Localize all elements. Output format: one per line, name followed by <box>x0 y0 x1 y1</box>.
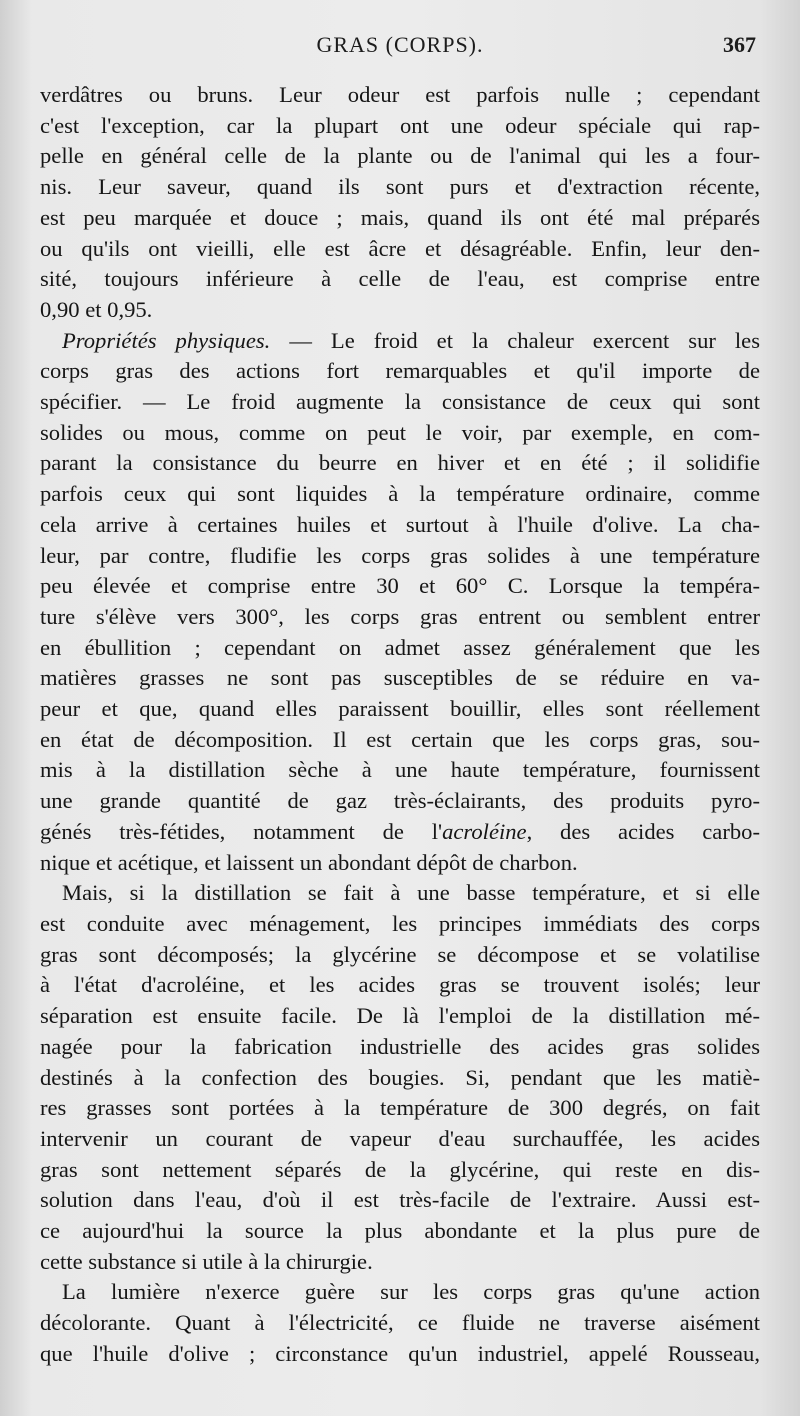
section-heading: Propriétés physiques. <box>62 327 271 353</box>
text-line: spécifier. — Le froid augmente la consistance de ceux qui sont <box>40 389 760 415</box>
text-line: ture s'élève vers 300°, les corps gras entrent ou semblent entrer <box>40 603 760 629</box>
text-line: ou qu'ils ont vieilli, elle est âcre et désagréable. Enfin, leur den- <box>40 235 760 261</box>
text-line: sité, toujours inférieure à celle de l'eau, est comprise entre <box>40 266 760 292</box>
text-line: matières grasses ne sont pas susceptibles de se réduire en va- <box>40 665 760 691</box>
text-line: que l'huile d'olive ; circonstance qu'un industriel, appelé Rousseau, <box>40 1340 760 1366</box>
paragraph-1 <box>40 80 760 326</box>
text-line: peu élevée et comprise entre 30 et 60° C. Lorsque la tempéra- <box>40 573 760 599</box>
text-line: à l'état d'acroléine, et les acides gras se trouvent isolés; leur <box>40 972 760 998</box>
text-line: La lumière n'exerce guère sur les corps gras qu'une action <box>62 1279 760 1305</box>
text-line: destinés à la confection des bougies. Si, pendant que les matiè- <box>40 1064 760 1090</box>
text-line: en ébullition ; cependant on admet assez généralement que les <box>40 634 760 660</box>
text-line: corps gras des actions fort remarquables et qu'il importe de <box>40 358 760 384</box>
paragraph-2 <box>40 326 760 879</box>
text-line: parant la consistance du beurre en hiver et en été ; il solidifie <box>40 450 760 476</box>
page-body <box>40 80 760 1370</box>
text-line: séparation est ensuite facile. De là l'emploi de la distillation mé- <box>40 1003 760 1029</box>
text-line: solution dans l'eau, d'où il est très-facile de l'extraire. Aussi est- <box>40 1187 760 1213</box>
text-line: en état de décomposition. Il est certain que les corps gras, sou- <box>40 726 760 752</box>
paragraph-2-first-line <box>40 326 760 357</box>
page-header <box>40 32 760 64</box>
text-line: pelle en général celle de la plante ou de l'animal qui les a four- <box>40 143 760 169</box>
text-line: génés très-fétides, notamment de l'acroléine, des acides carbo- <box>40 818 760 844</box>
italic-term: acroléine <box>442 818 527 844</box>
page-number: 367 <box>723 32 756 57</box>
text-line: Mais, si la distillation se fait à une basse température, et si elle <box>62 880 760 906</box>
text-line: nique et acétique, et laissent un abondant dépôt de charbon. <box>40 849 578 875</box>
paragraph-3 <box>40 878 760 1277</box>
text-line: intervenir un courant de vapeur d'eau surchauffée, les acides <box>40 1125 760 1151</box>
running-title: GRAS (CORPS). <box>316 32 484 57</box>
text-line: solides ou mous, comme on peut le voir, par exemple, en com- <box>40 419 760 445</box>
text-run: — Le froid et la chaleur exercent sur les <box>270 327 760 353</box>
text-line: res grasses sont portées à la température de 300 degrés, on fait <box>40 1095 760 1121</box>
text-line: 0,90 et 0,95. <box>40 296 153 322</box>
text-line: gras sont décomposés; la glycérine se décompose et se volatilise <box>40 941 760 967</box>
text-line: gras sont nettement séparés de la glycérine, qui reste en dis- <box>40 1156 760 1182</box>
text-line: cela arrive à certaines huiles et surtout à l'huile d'olive. La cha- <box>40 511 760 537</box>
text-line: ce aujourd'hui la source la plus abondante et la plus pure de <box>40 1218 760 1244</box>
text-line: verdâtres ou bruns. Leur odeur est parfois nulle ; cependant <box>40 82 760 107</box>
text-line: peur et que, quand elles paraissent bouillir, elles sont réellement <box>40 696 760 722</box>
text-line: parfois ceux qui sont liquides à la température ordinaire, comme <box>40 481 760 507</box>
text-line: est conduite avec ménagement, les principes immédiats des corps <box>40 910 760 936</box>
text-line: décolorante. Quant à l'électricité, ce fluide ne traverse aisément <box>40 1310 760 1336</box>
text-line: une grande quantité de gaz très-éclairants, des produits pyro- <box>40 788 760 814</box>
text-line: leur, par contre, fludifie les corps gras solides à une température <box>40 542 760 568</box>
text-line: cette substance si utile à la chirurgie. <box>40 1248 373 1274</box>
text-line: c'est l'exception, car la plupart ont une odeur spéciale qui rap- <box>40 112 760 138</box>
text-line: est peu marquée et douce ; mais, quand ils ont été mal préparés <box>40 204 760 230</box>
text-line: mis à la distillation sèche à une haute température, fournissent <box>40 757 760 783</box>
text-line: nis. Leur saveur, quand ils sont purs et d'extraction récente, <box>40 174 760 200</box>
paragraph-4 <box>40 1277 760 1369</box>
text-line: nagée pour la fabrication industrielle des acides gras solides <box>40 1033 760 1059</box>
